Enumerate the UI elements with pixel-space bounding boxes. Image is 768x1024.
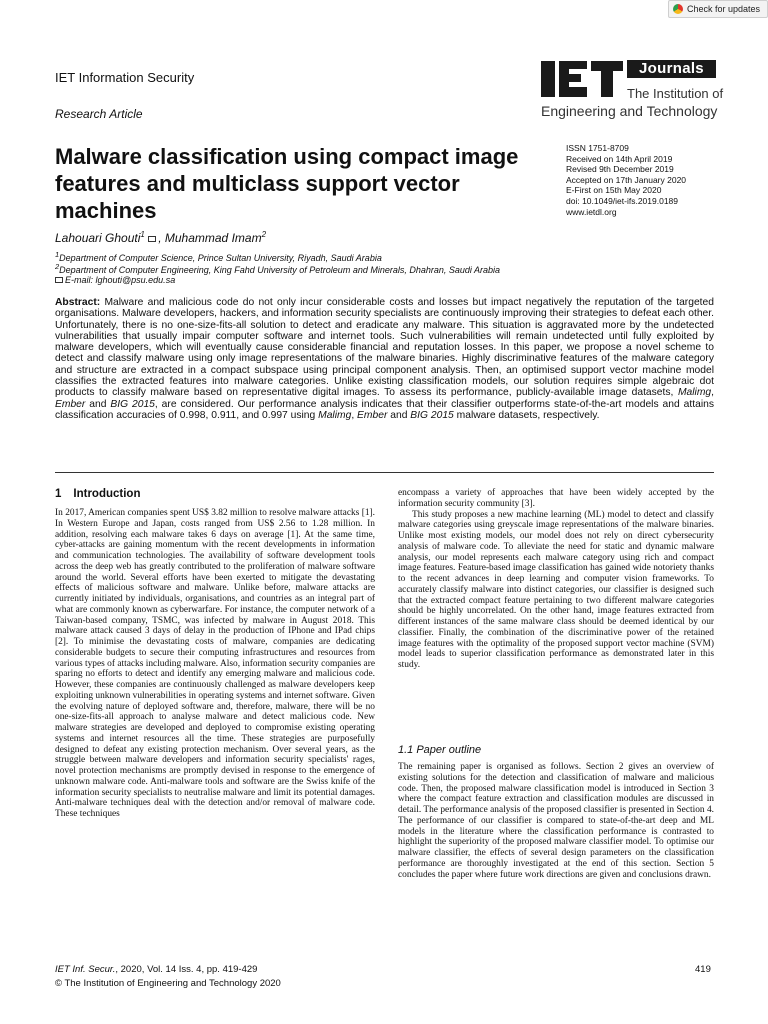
abstract bbox=[55, 297, 714, 421]
citation-text: , 2020, Vol. 14 Iss. 4, pp. 419-429 bbox=[115, 964, 258, 975]
dataset-name: Malimg bbox=[318, 409, 352, 421]
abstract-text: malware datasets, respectively. bbox=[453, 409, 600, 421]
abstract-label: Abstract: bbox=[55, 297, 101, 308]
institution-line-1: The Institution of bbox=[627, 86, 724, 101]
abstract-text: Malware and malicious code do not only incur considerable costs and losses but impact negatively the reputation of the targeted organisations. Malware developers, hackers, and information security specialists are continuously improving their strategies to defeat each other. Unfortunately, there is no one-size-fits-all solution to detect and eradicate any malware. This situation is aggravated more by the undetected vulnerabilities that usually impair computer software and internet tools. Such vulnerabilities will remain undetected until fully exploited by malware developers, which will eventually cause considerable financial and reputation losses. In this paper, we propose a novel scheme to detect and classify malware using only image representations of the malware binaries. Highly discriminative features of the malware category and structure are extracted in a compact subspace using principal component analysis. Then, an optimised support vector machine model classifies the extracted features into malware categories. Unlike existing classification models, our solution requires simple algebraic dot products to classify malware based on representative digital images. To assess its performance, publicly-available image datasets, bbox=[55, 297, 714, 399]
dataset-name: BIG 2015 bbox=[410, 409, 454, 421]
iet-journals-logo bbox=[541, 59, 724, 121]
body-column-right-top bbox=[398, 488, 714, 671]
affiliation-text: Department of Computer Engineering, King Fahd University of Petroleum and Minerals, Dhahran, Saudi Arabia bbox=[59, 265, 501, 275]
issn: ISSN 1751-8709 bbox=[566, 143, 629, 153]
dataset-name: Malimg bbox=[677, 387, 712, 399]
check-for-updates-button[interactable] bbox=[668, 0, 768, 18]
revised-date: Revised 9th December 2019 bbox=[566, 164, 674, 175]
journal-abbrev: IET Inf. Secur. bbox=[55, 964, 116, 975]
dataset-name: Ember bbox=[357, 409, 388, 421]
abstract-text: and bbox=[85, 398, 111, 410]
section-heading bbox=[55, 488, 140, 500]
footer-citation bbox=[55, 964, 257, 975]
page-number: 419 bbox=[695, 964, 711, 975]
divider bbox=[55, 472, 714, 473]
check-for-updates-label: Check for updates bbox=[687, 4, 761, 14]
doi[interactable]: doi: 10.1049/iet-ifs.2019.0189 bbox=[566, 195, 679, 206]
efirst-date: E-First on 15th May 2020 bbox=[566, 185, 662, 196]
dataset-name: Ember bbox=[55, 398, 86, 410]
abstract-text: , bbox=[351, 409, 358, 421]
author-list bbox=[55, 230, 266, 245]
paragraph: This study proposes a new machine learning (ML) model to detect and classify malware categories using greyscale image representations of the malware binaries. Unlike most existing models, our model does not rely on direct cybersecurity analysis of malware code. To alleviate the need for static and dynamic malware analysis, our model represents each malware category using rich and compact image features. Feature-based image classification has gained wide notoriety thanks to the recent advances in deep learning and computer vision frameworks. To accurately classify malware into distinct categories, our classifier is designed such that the extracted compact feature pertaining to two different malware categories should be highly uncorrelated. On the other hand, image features extracted from different instances of the same malware class should be deemed identical by our classifier. Finally, the combination of the discriminative power of the retained image features with the optimality of the proposed support vector machine (SVM) model leads to superior classification performance as demonstrated later in this study. bbox=[398, 509, 714, 670]
author-separator: , bbox=[158, 231, 165, 245]
article-type: Research Article bbox=[55, 107, 143, 121]
affiliation-marker: 1 bbox=[140, 230, 145, 239]
email-text[interactable]: E-mail: lghouti@psu.edu.sa bbox=[65, 275, 176, 285]
affiliation-marker: 1 bbox=[55, 250, 60, 259]
abstract-text: , are considered. Our performance analysis indicates that their classifier outperforms state-of-the-art models and attains classification accuracies of 0.998, 0.911, and 0.997 using bbox=[55, 398, 714, 421]
affiliation-2 bbox=[55, 262, 500, 275]
body-column-right-bottom: The remaining paper is organised as follows. Section 2 gives an overview of existing solutions for the detection and classification of malware and malicious code. Then, the proposed malware classification model is introduced in Section 3 where the compact feature extraction and classification modules are discussed in detail. The performance analysis of the proposed classifier is presented in Section 4. The performance of our classifier is compared to state-of-the-art deep and ML models in the literature where the classification performance is contrasted to highlight the superiority of the proposed malware classifier model. To optimise our malware classifier, the effects of several design parameters on the classification performance are thoroughly investigated at the end of this section. Section 5 concludes the paper where future work directions are given and conclusions drawn. bbox=[398, 762, 714, 880]
affiliation-text: Department of Computer Science, Prince Sultan University, Riyadh, Saudi Arabia bbox=[59, 253, 382, 263]
received-date: Received on 14th April 2019 bbox=[566, 153, 673, 164]
author-name[interactable]: Muhammad Imam bbox=[164, 231, 262, 245]
paper-title: Malware classification using compact image features and multiclass support vector machines bbox=[55, 144, 519, 223]
article-metadata bbox=[566, 143, 686, 217]
affiliation-marker: 2 bbox=[55, 262, 60, 271]
iet-logo-mark bbox=[541, 59, 623, 97]
paragraph: encompass a variety of approaches that have been widely accepted by the information security community [3]. bbox=[398, 488, 714, 509]
abstract-text: and bbox=[387, 409, 411, 421]
section-number: 1 bbox=[55, 488, 62, 500]
section-title: Introduction bbox=[73, 488, 141, 500]
corresponding-email[interactable] bbox=[55, 275, 175, 285]
envelope-icon bbox=[55, 277, 63, 283]
dataset-name: BIG 2015 bbox=[110, 398, 155, 410]
institution-line-2: Engineering and Technology bbox=[541, 103, 718, 119]
footer-copyright: © The Institution of Engineering and Technology 2020 bbox=[55, 978, 281, 989]
body-column-left: In 2017, American companies spent US$ 3.82 million to resolve malware attacks [1]. In Western Europe and Japan, costs ranged from US$ 2.56 to 1.28 million. In addition, resolving each malware takes 6 days on average [1]. At the same time, cyber-attacks are gaining momentum with the recent developments in information and communication technologies. The availability of software development tools across the deep web has greatly contributed to the proliferation of malware software around the world. Several efforts have been exerted to mitigate the devastating effects of malicious software and malware. Unlike before, malware attacks are currently initiated by individuals, organisations, and countries as an integral part of what are commonly known as cyberwarfare. For instance, the computer network of a Taiwan-based company, TSMC, was infected by malware in August 2018. This malware attack caused 3 days of delay in the production of IPhone and IPad chips [2]. To minimise the devastating costs of malware, companies are dedicating considerable budgets to secure their computing infrastructures and resources from various types of attacks including malware. Also, information security companies are sparing no efforts to detect and identify any emerging malware and malicious code. However, these companies are continuously challenged as malware developers keep exploiting unknown vulnerabilities in operating systems and internet software. Given the evolving nature of deployed software and, therefore, malware, there will be no one-size-fits-all approach to analyse malware and detect malicious code. New malware strategies are developed and deployed to compromise existing operating systems and internet resources all the time. These strategies are purposefully designed to defeat any existing protection mechanism. Over several years, as the struggle between malware developers and information security specialists' rages, novel protection mechanisms are promptly devised in response to the emergence of unknown malware code. Anti-malware tools and software are the Swiss knife of the information security specialists to neutralise malware and limit its potential damages. Anti-malware techniques deal with the detection and/or removal of malware code. These techniques bbox=[55, 508, 375, 819]
abstract-text: , bbox=[711, 387, 714, 399]
subsection-heading: 1.1 Paper outline bbox=[398, 744, 482, 756]
author-name[interactable]: Lahouari Ghouti bbox=[55, 231, 141, 245]
envelope-icon[interactable] bbox=[148, 236, 156, 242]
crossmark-icon bbox=[673, 4, 683, 14]
accepted-date: Accepted on 17th January 2020 bbox=[566, 174, 687, 185]
affiliation-marker: 2 bbox=[261, 230, 267, 239]
journals-label: Journals bbox=[627, 60, 716, 78]
journal-name: IET Information Security bbox=[55, 70, 195, 85]
website-link[interactable]: www.ietdl.org bbox=[566, 206, 617, 217]
